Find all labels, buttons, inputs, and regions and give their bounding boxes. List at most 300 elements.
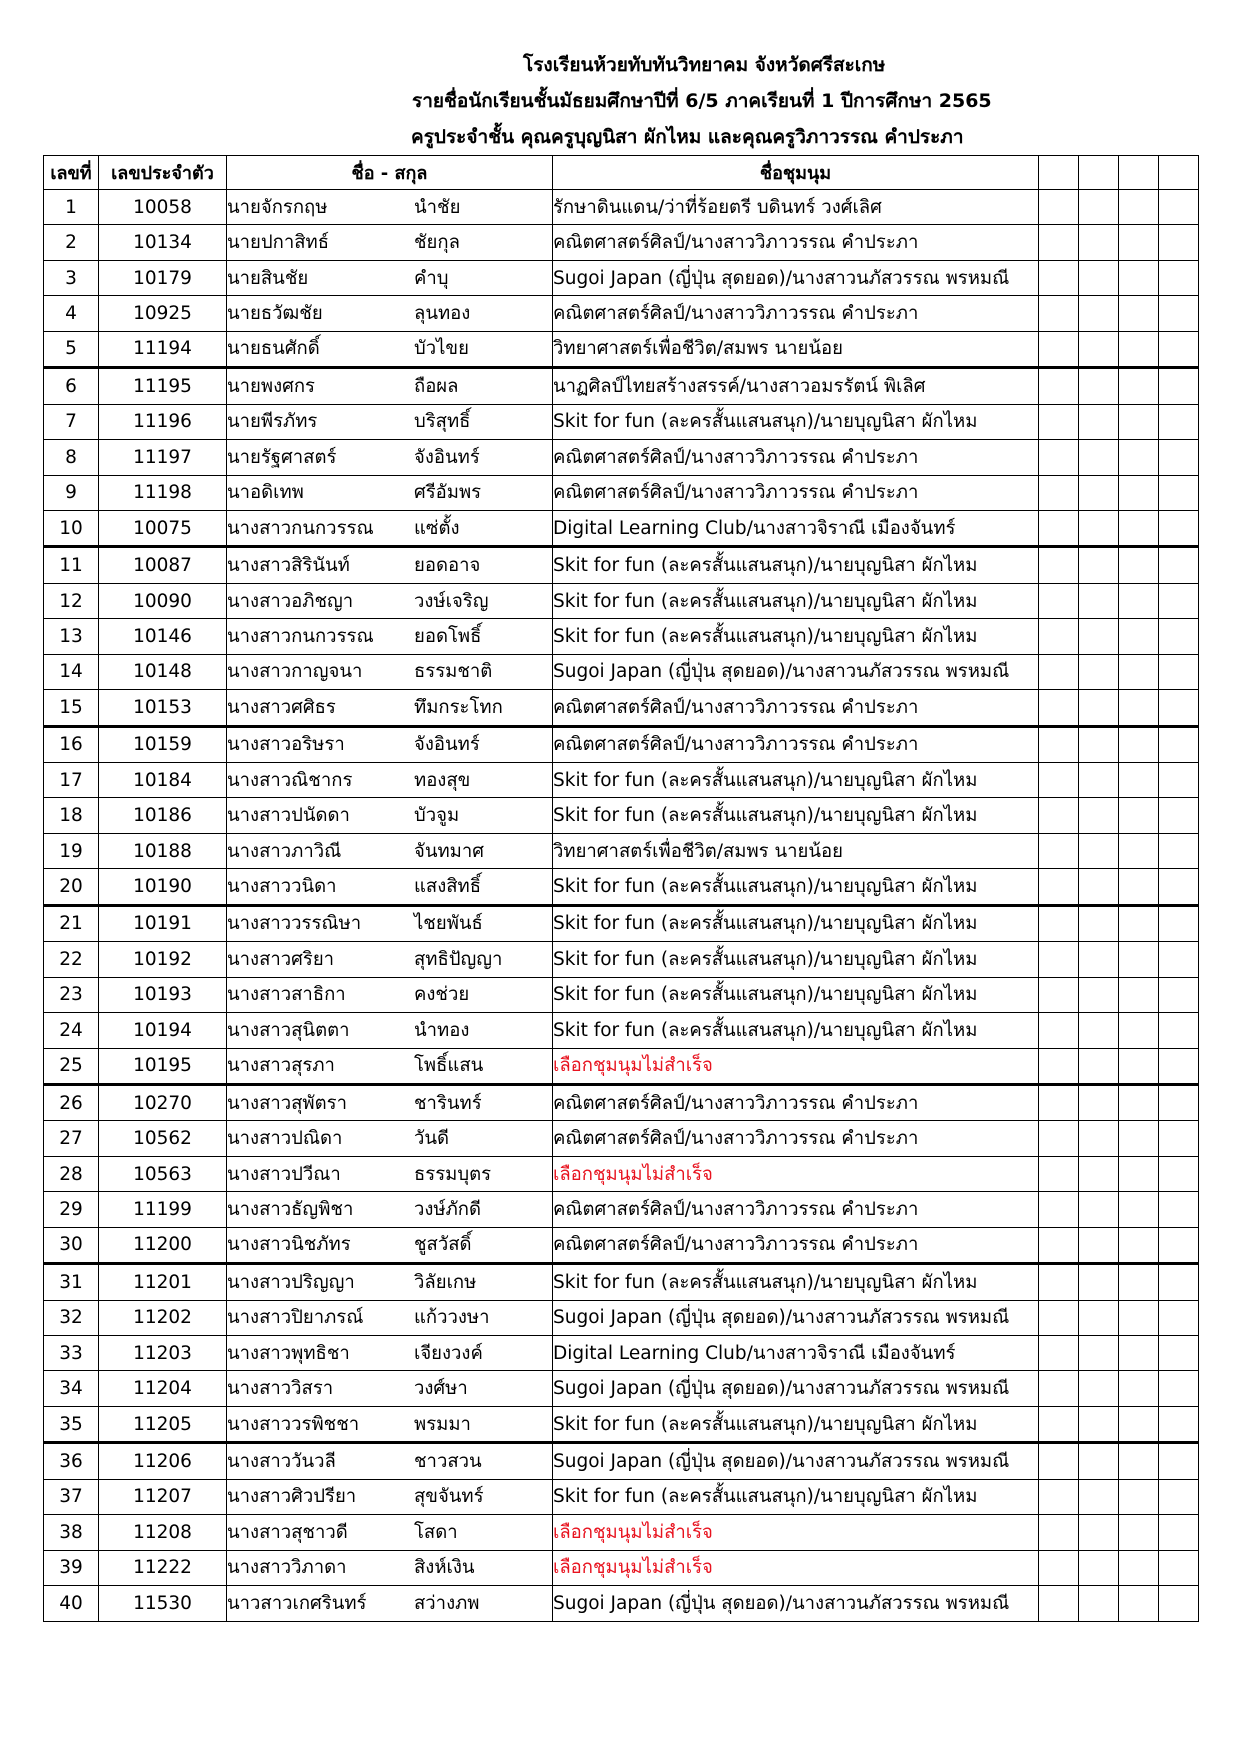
first-name: นาวสาวเกศรินทร์ (227, 1592, 367, 1614)
first-name: นางสาวศิวปรียา (227, 1486, 357, 1508)
last-name: สว่างภพ (414, 1592, 480, 1614)
blank-check-cell (1039, 1227, 1079, 1263)
blank-check-cell (1159, 763, 1199, 798)
last-name: วงษ์เจริญ (414, 590, 489, 612)
student-id: 10925 (99, 296, 227, 331)
table-row (44, 654, 1199, 689)
blank-check-cell (1159, 1406, 1199, 1442)
first-name: นาอดิเทพ (227, 482, 304, 504)
last-name: นำทอง (414, 1019, 470, 1041)
blank-check-cell (1039, 475, 1079, 510)
blank-check-cell (1039, 1121, 1079, 1156)
blank-check-cell (1119, 547, 1159, 583)
blank-check-cell (1039, 296, 1079, 331)
row-number: 24 (44, 1013, 99, 1048)
blank-check-cell (1039, 1406, 1079, 1442)
student-name (227, 331, 553, 367)
blank-check-cell (1159, 905, 1199, 941)
student-name (227, 225, 553, 260)
first-name: นางสาวศริยา (227, 948, 335, 970)
club-name: รักษาดินแดน/ว่าที่ร้อยตรี บดินทร์ วงศ์เลิศ (553, 190, 1039, 225)
row-number: 3 (44, 260, 99, 295)
first-name: นายพีรภัทร (227, 411, 318, 433)
blank-check-cell (1159, 619, 1199, 654)
row-number: 2 (44, 225, 99, 260)
table-row (44, 583, 1199, 618)
student-id: 11205 (99, 1406, 227, 1442)
blank-check-cell (1039, 260, 1079, 295)
club-name: Sugoi Japan (ญี่ปุ่น สุดยอด)/นางสาวนภัสวรรณ พรหมณี (553, 260, 1039, 295)
blank-check-cell (1039, 905, 1079, 941)
student-id: 10179 (99, 260, 227, 295)
last-name: ธรรมชาติ (414, 661, 493, 683)
student-name (227, 619, 553, 654)
blank-check-cell (1119, 1479, 1159, 1514)
club-name: Sugoi Japan (ญี่ปุ่น สุดยอด)/นางสาวนภัสวรรณ พรหมณี (553, 1443, 1039, 1479)
first-name: นางสาวณิชากร (227, 769, 353, 791)
blank-check-cell (1079, 619, 1119, 654)
blank-check-cell (1079, 977, 1119, 1012)
blank-check-cell (1159, 1550, 1199, 1585)
first-name: นางสาววนิดา (227, 876, 337, 898)
table-row (44, 1048, 1199, 1084)
blank-check-cell (1159, 798, 1199, 833)
student-id: 11199 (99, 1192, 227, 1227)
student-id: 10146 (99, 619, 227, 654)
table-row (44, 331, 1199, 367)
blank-check-cell (1039, 225, 1079, 260)
student-id: 10192 (99, 942, 227, 977)
student-id: 11201 (99, 1264, 227, 1300)
blank-check-cell (1079, 1586, 1119, 1621)
blank-check-cell (1039, 977, 1079, 1012)
student-id: 10075 (99, 510, 227, 546)
first-name: นางสาวภาวิณี (227, 840, 342, 862)
blank-check-cell (1079, 1406, 1119, 1442)
first-name: นางสาวนิชภัทร (227, 1234, 351, 1256)
blank-check-cell (1119, 331, 1159, 367)
student-id: 11198 (99, 475, 227, 510)
table-row (44, 368, 1199, 404)
student-id: 11202 (99, 1300, 227, 1335)
blank-check-cell (1119, 690, 1159, 726)
blank-check-cell (1119, 1121, 1159, 1156)
last-name: แสงสิทธิ์ (414, 876, 482, 898)
blank-check-cell (1119, 1013, 1159, 1048)
club-selection-failed: เลือกชุมนุมไม่สำเร็จ (553, 1550, 1039, 1585)
student-id: 10562 (99, 1121, 227, 1156)
blank-check-cell (1119, 654, 1159, 689)
blank-check-cell (1079, 654, 1119, 689)
blank-check-cell (1119, 1443, 1159, 1479)
blank-check-cell (1159, 654, 1199, 689)
blank-check-cell (1119, 404, 1159, 439)
blank-check-cell (1079, 1156, 1119, 1191)
table-row (44, 1013, 1199, 1048)
last-name: โสดา (414, 1521, 458, 1543)
row-number: 21 (44, 905, 99, 941)
blank-check-cell (1039, 763, 1079, 798)
table-row (44, 225, 1199, 260)
blank-check-cell (1039, 654, 1079, 689)
row-number: 15 (44, 690, 99, 726)
club-name: วิทยาศาสตร์เพื่อชีวิต/สมพร นายน้อย (553, 331, 1039, 367)
table-row (44, 1264, 1199, 1300)
club-selection-failed: เลือกชุมนุมไม่สำเร็จ (553, 1156, 1039, 1191)
blank-check-cell (1079, 1084, 1119, 1120)
club-name: Skit for fun (ละครสั้นแสนสนุก)/นายบุญนิสา ผักไหม (553, 1013, 1039, 1048)
homeroom-teachers: ครูประจำชั้น คุณครูบุญนิสา ผักไหม และคุณครูวิภาวรรณ คำประภา (411, 126, 964, 148)
row-number: 28 (44, 1156, 99, 1191)
row-number: 10 (44, 510, 99, 546)
student-name (227, 726, 553, 762)
row-number: 31 (44, 1264, 99, 1300)
club-name: Skit for fun (ละครสั้นแสนสนุก)/นายบุญนิสา ผักไหม (553, 942, 1039, 977)
table-row (44, 1192, 1199, 1227)
row-number: 23 (44, 977, 99, 1012)
blank-check-cell (1119, 869, 1159, 905)
last-name: จันทมาศ (414, 840, 485, 862)
student-id: 10188 (99, 833, 227, 868)
blank-check-cell (1079, 763, 1119, 798)
club-selection-failed: เลือกชุมนุมไม่สำเร็จ (553, 1048, 1039, 1084)
first-name: นายจักรกฤษ (227, 196, 328, 218)
club-name: Skit for fun (ละครสั้นแสนสนุก)/นายบุญนิสา ผักไหม (553, 547, 1039, 583)
last-name: บัวจูม (414, 805, 460, 827)
first-name: นางสาวพุทธิชา (227, 1342, 350, 1364)
table-row (44, 977, 1199, 1012)
blank-check-cell (1039, 510, 1079, 546)
table-row (44, 1371, 1199, 1406)
student-id: 10148 (99, 654, 227, 689)
row-number: 20 (44, 869, 99, 905)
club-name: Skit for fun (ละครสั้นแสนสนุก)/นายบุญนิสา ผักไหม (553, 1264, 1039, 1300)
blank-check-cell (1079, 690, 1119, 726)
student-name (227, 1550, 553, 1585)
student-id: 10153 (99, 690, 227, 726)
student-id: 11208 (99, 1515, 227, 1550)
club-name: Sugoi Japan (ญี่ปุ่น สุดยอด)/นางสาวนภัสวรรณ พรหมณี (553, 1371, 1039, 1406)
first-name: นางสาววันวลี (227, 1451, 336, 1473)
blank-check-cell (1159, 833, 1199, 868)
student-name (227, 1586, 553, 1621)
blank-check-cell (1039, 583, 1079, 618)
blank-check-cell (1159, 1586, 1199, 1621)
blank-check-cell (1039, 1550, 1079, 1585)
blank-check-cell (1159, 1264, 1199, 1300)
student-id: 10134 (99, 225, 227, 260)
student-id: 10090 (99, 583, 227, 618)
blank-check-cell (1039, 833, 1079, 868)
blank-check-cell (1079, 190, 1119, 225)
club-name: คณิตศาสตร์ศิลป์/นางสาววิภาวรรณ คำประภา (553, 475, 1039, 510)
blank-check-cell (1039, 1336, 1079, 1371)
table-row (44, 296, 1199, 331)
blank-check-cell (1079, 905, 1119, 941)
blank-check-cell (1039, 440, 1079, 475)
student-name (227, 260, 553, 295)
last-name: สุทธิปัญญา (414, 948, 503, 970)
blank-check-cell (1039, 1586, 1079, 1621)
first-name: นางสาวกนกวรรณ (227, 625, 374, 647)
blank-check-cell (1119, 619, 1159, 654)
blank-check-cell (1119, 833, 1159, 868)
blank-check-cell (1119, 1227, 1159, 1263)
blank-check-cell (1159, 1192, 1199, 1227)
col-header-club: ชื่อชุมนุม (553, 156, 1039, 190)
last-name: ชัยกุล (414, 232, 460, 254)
blank-check-cell (1079, 798, 1119, 833)
first-name: นางสาวปริญญา (227, 1271, 355, 1293)
blank-check-cell (1039, 190, 1079, 225)
col-header-blank (1159, 156, 1199, 190)
row-number: 39 (44, 1550, 99, 1585)
blank-check-cell (1079, 1479, 1119, 1514)
blank-check-cell (1159, 977, 1199, 1012)
club-name: Skit for fun (ละครสั้นแสนสนุก)/นายบุญนิสา ผักไหม (553, 763, 1039, 798)
blank-check-cell (1079, 1227, 1119, 1263)
row-number: 16 (44, 726, 99, 762)
blank-check-cell (1039, 942, 1079, 977)
blank-check-cell (1119, 440, 1159, 475)
student-name (227, 190, 553, 225)
student-name (227, 547, 553, 583)
first-name: นางสาววิสรา (227, 1378, 334, 1400)
student-name (227, 942, 553, 977)
table-row (44, 1515, 1199, 1550)
table-header-row (44, 156, 1199, 190)
blank-check-cell (1079, 225, 1119, 260)
table-row (44, 190, 1199, 225)
last-name: ชารินทร์ (414, 1092, 482, 1114)
table-row (44, 1156, 1199, 1191)
blank-check-cell (1159, 547, 1199, 583)
school-name: โรงเรียนห้วยทับทันวิทยาคม จังหวัดศรีสะเกษ (523, 54, 886, 76)
blank-check-cell (1039, 1443, 1079, 1479)
blank-check-cell (1159, 475, 1199, 510)
row-number: 6 (44, 368, 99, 404)
blank-check-cell (1119, 942, 1159, 977)
student-id: 11206 (99, 1443, 227, 1479)
student-id: 11196 (99, 404, 227, 439)
col-header-blank (1079, 156, 1119, 190)
club-name: Skit for fun (ละครสั้นแสนสนุก)/นายบุญนิสา ผักไหม (553, 619, 1039, 654)
first-name: นางสาวสุพัตรา (227, 1092, 347, 1114)
student-name (227, 1013, 553, 1048)
student-name (227, 763, 553, 798)
row-number: 1 (44, 190, 99, 225)
blank-check-cell (1119, 1336, 1159, 1371)
blank-check-cell (1079, 260, 1119, 295)
last-name: วงษ์ภักดี (414, 1198, 482, 1220)
blank-check-cell (1079, 1443, 1119, 1479)
first-name: นางสาวปิยาภรณ์ (227, 1307, 364, 1329)
class-title: รายชื่อนักเรียนชั้นมัธยมศึกษาปีที่ 6/5 ภาคเรียนที่ 1 ปีการศึกษา 2565 (412, 90, 992, 112)
blank-check-cell (1159, 331, 1199, 367)
first-name: นางสาวอริษรา (227, 734, 345, 756)
club-name: คณิตศาสตร์ศิลป์/นางสาววิภาวรรณ คำประภา (553, 1227, 1039, 1263)
blank-check-cell (1119, 510, 1159, 546)
table-row (44, 440, 1199, 475)
blank-check-cell (1159, 1443, 1199, 1479)
club-name: Skit for fun (ละครสั้นแสนสนุก)/นายบุญนิสา ผักไหม (553, 404, 1039, 439)
last-name: ไชยพันธ์ (414, 913, 483, 935)
club-name: นาฏศิลป์ไทยสร้างสรรค์/นางสาวอมรรัตน์ พิเลิศ (553, 368, 1039, 404)
first-name: นางสาวปณิดา (227, 1128, 343, 1150)
table-row (44, 260, 1199, 295)
blank-check-cell (1159, 583, 1199, 618)
club-name: Skit for fun (ละครสั้นแสนสนุก)/นายบุญนิสา ผักไหม (553, 1406, 1039, 1442)
blank-check-cell (1159, 1300, 1199, 1335)
club-name: Skit for fun (ละครสั้นแสนสนุก)/นายบุญนิสา ผักไหม (553, 583, 1039, 618)
student-name (227, 1121, 553, 1156)
student-id: 10563 (99, 1156, 227, 1191)
last-name: วงศ์ษา (414, 1378, 468, 1400)
blank-check-cell (1079, 1264, 1119, 1300)
student-name (227, 1371, 553, 1406)
club-name: คณิตศาสตร์ศิลป์/นางสาววิภาวรรณ คำประภา (553, 1084, 1039, 1120)
club-name: Skit for fun (ละครสั้นแสนสนุก)/นายบุญนิสา ผักไหม (553, 1479, 1039, 1514)
club-name: คณิตศาสตร์ศิลป์/นางสาววิภาวรรณ คำประภา (553, 296, 1039, 331)
row-number: 4 (44, 296, 99, 331)
first-name: นางสาวสุนิตตา (227, 1019, 350, 1041)
student-name (227, 296, 553, 331)
blank-check-cell (1119, 1048, 1159, 1084)
blank-check-cell (1039, 1515, 1079, 1550)
last-name: ยอดโพธิ์ (414, 625, 482, 647)
club-name: Skit for fun (ละครสั้นแสนสนุก)/นายบุญนิสา ผักไหม (553, 905, 1039, 941)
blank-check-cell (1079, 1371, 1119, 1406)
blank-check-cell (1159, 1515, 1199, 1550)
student-name (227, 1300, 553, 1335)
last-name: ศรีอัมพร (414, 482, 482, 504)
blank-check-cell (1119, 1084, 1159, 1120)
last-name: ถือผล (414, 375, 459, 397)
student-name (227, 1227, 553, 1263)
blank-check-cell (1039, 1156, 1079, 1191)
blank-check-cell (1119, 190, 1159, 225)
blank-check-cell (1119, 475, 1159, 510)
student-id: 11195 (99, 368, 227, 404)
student-name (227, 475, 553, 510)
last-name: วิลัยเกษ (414, 1271, 477, 1293)
first-name: นางสาววรรณิษา (227, 913, 362, 935)
last-name: ชาวสวน (414, 1451, 482, 1473)
first-name: นางสาวปนัดดา (227, 805, 350, 827)
blank-check-cell (1039, 1371, 1079, 1406)
row-number: 5 (44, 331, 99, 367)
club-name: Sugoi Japan (ญี่ปุ่น สุดยอด)/นางสาวนภัสวรรณ พรหมณี (553, 654, 1039, 689)
first-name: นางสาวศศิธร (227, 696, 336, 718)
first-name: นางสาวกนกวรรณ (227, 517, 374, 539)
blank-check-cell (1079, 1121, 1119, 1156)
blank-check-cell (1079, 404, 1119, 439)
table-row (44, 1300, 1199, 1335)
student-id: 11203 (99, 1336, 227, 1371)
table-row (44, 833, 1199, 868)
blank-check-cell (1079, 833, 1119, 868)
blank-check-cell (1159, 1156, 1199, 1191)
last-name: บริสุทธิ์ (414, 411, 471, 433)
col-header-blank (1119, 156, 1159, 190)
last-name: ธรรมบุตร (414, 1163, 492, 1185)
blank-check-cell (1079, 296, 1119, 331)
table-row (44, 690, 1199, 726)
student-id: 11200 (99, 1227, 227, 1263)
last-name: บัวไขย (414, 338, 469, 360)
club-name: Digital Learning Club/นางสาวจิราณี เมืองจันทร์ (553, 510, 1039, 546)
row-number: 12 (44, 583, 99, 618)
club-name: คณิตศาสตร์ศิลป์/นางสาววิภาวรรณ คำประภา (553, 726, 1039, 762)
blank-check-cell (1079, 547, 1119, 583)
row-number: 18 (44, 798, 99, 833)
table-row (44, 1084, 1199, 1120)
row-number: 37 (44, 1479, 99, 1514)
first-name: นางสาวปวีณา (227, 1163, 341, 1185)
student-id: 10195 (99, 1048, 227, 1084)
first-name: นางสาวสุชาวดี (227, 1521, 348, 1543)
blank-check-cell (1079, 1013, 1119, 1048)
student-name (227, 798, 553, 833)
table-row (44, 619, 1199, 654)
first-name: นางสาววรพิชชา (227, 1413, 360, 1435)
blank-check-cell (1079, 475, 1119, 510)
student-name (227, 1479, 553, 1514)
table-row (44, 510, 1199, 546)
blank-check-cell (1079, 1515, 1119, 1550)
blank-check-cell (1039, 798, 1079, 833)
row-number: 9 (44, 475, 99, 510)
table-row (44, 547, 1199, 583)
last-name: จังอินทร์ (414, 446, 480, 468)
club-name: Sugoi Japan (ญี่ปุ่น สุดยอด)/นางสาวนภัสวรรณ พรหมณี (553, 1300, 1039, 1335)
blank-check-cell (1119, 1300, 1159, 1335)
row-number: 38 (44, 1515, 99, 1550)
club-name: คณิตศาสตร์ศิลป์/นางสาววิภาวรรณ คำประภา (553, 690, 1039, 726)
col-header-student-id: เลขประจำตัว (99, 156, 227, 190)
club-name: คณิตศาสตร์ศิลป์/นางสาววิภาวรรณ คำประภา (553, 1121, 1039, 1156)
blank-check-cell (1159, 260, 1199, 295)
blank-check-cell (1079, 1300, 1119, 1335)
blank-check-cell (1159, 1013, 1199, 1048)
blank-check-cell (1079, 1336, 1119, 1371)
table-row (44, 1550, 1199, 1585)
table-row (44, 1406, 1199, 1442)
last-name: แก้ววงษา (414, 1307, 490, 1329)
col-header-full-name: ชื่อ - สกุล (227, 156, 553, 190)
last-name: ทึมกระโทก (414, 696, 503, 718)
student-name (227, 1443, 553, 1479)
last-name: วันดี (414, 1128, 450, 1150)
blank-check-cell (1119, 1406, 1159, 1442)
last-name: แซ่ตั้ง (414, 517, 460, 539)
blank-check-cell (1119, 260, 1159, 295)
table-row (44, 869, 1199, 905)
blank-check-cell (1039, 1048, 1079, 1084)
blank-check-cell (1159, 368, 1199, 404)
student-id: 10194 (99, 1013, 227, 1048)
student-name (227, 404, 553, 439)
student-name (227, 869, 553, 905)
student-name (227, 1264, 553, 1300)
student-name (227, 905, 553, 941)
blank-check-cell (1079, 726, 1119, 762)
blank-check-cell (1039, 869, 1079, 905)
blank-check-cell (1159, 225, 1199, 260)
blank-check-cell (1159, 440, 1199, 475)
table-row (44, 763, 1199, 798)
blank-check-cell (1159, 1048, 1199, 1084)
